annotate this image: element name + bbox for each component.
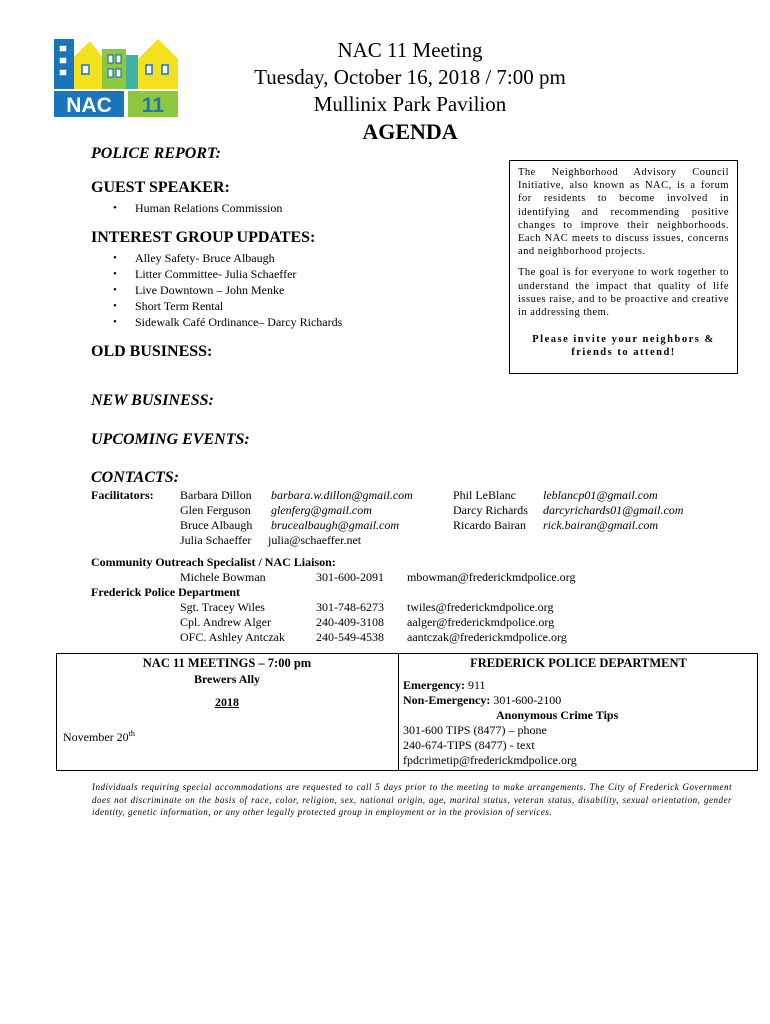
facilitator-name: Darcy Richards: [453, 503, 528, 517]
officer-phone: 240-409-3108: [316, 615, 384, 629]
officer-email[interactable]: aantczak@frederickmdpolice.org: [407, 630, 567, 644]
non-emergency-line: Non-Emergency: 301-600-2100: [403, 693, 562, 707]
outreach-name: Michele Bowman: [180, 570, 266, 584]
officer-phone: 240-549-4538: [316, 630, 384, 644]
facilitators-label: Facilitators:: [91, 488, 154, 502]
outreach-label: Community Outreach Specialist / NAC Liaison:: [91, 555, 336, 569]
info-paragraph: The goal is for everyone to work together to understand the impact that quality of life issues raise, and to be proactive and creative in addressing them.: [518, 267, 729, 319]
guest-speaker-list: [91, 200, 282, 216]
list-item: • Alley Safety- Bruce Albaugh: [91, 250, 342, 266]
crime-tips-heading: Anonymous Crime Tips: [496, 708, 619, 722]
tip-email[interactable]: fpdcrimetip@frederickmdpolice.org: [403, 753, 577, 767]
disclaimer-text: Individuals requiring special accommodations are requested to call 5 days prior to the meeting to make arrangements. The City of Frederick Government does not discriminate on the basis of race, color, religion, sex, national origin, age, marital status, veteran status, disability, sexual orientation, gender identity, genetic information, or any other legally protected group in employment or in the provision of services.: [92, 782, 732, 817]
officer-phone: 301-748-6273: [316, 600, 384, 614]
officer-email[interactable]: aalger@frederickmdpolice.org: [407, 615, 555, 629]
facilitator-email[interactable]: rick.bairan@gmail.com: [543, 518, 659, 532]
facilitator-name: Ricardo Bairan: [453, 518, 526, 532]
meetings-year: 2018: [215, 695, 239, 709]
emergency-line: Emergency: 911: [403, 678, 486, 692]
meeting-title: NAC 11 Meeting: [337, 38, 483, 62]
list-item: • Litter Committee- Julia Schaeffer: [91, 266, 342, 282]
officer-email[interactable]: twiles@frederickmdpolice.org: [407, 600, 554, 614]
meeting-date-suffix: th: [128, 729, 135, 738]
interest-group-list: [91, 250, 342, 330]
facilitator-email[interactable]: darcyrichards01@gmail.com: [543, 503, 684, 517]
meeting-location: Mullinix Park Pavilion: [313, 92, 507, 116]
interest-group-heading: INTEREST GROUP UPDATES:: [91, 229, 316, 246]
officer-name: Sgt. Tracey Wiles: [180, 600, 265, 614]
facilitator-email[interactable]: glenferg@gmail.com: [271, 503, 372, 517]
upcoming-events-heading: UPCOMING EVENTS:: [91, 431, 250, 448]
old-business-heading: OLD BUSINESS:: [91, 343, 213, 360]
facilitator-email[interactable]: brucealbaugh@gmail.com: [271, 518, 400, 532]
facilitator-email[interactable]: barbara.w.dillon@gmail.com: [271, 488, 413, 502]
officer-name: Cpl. Andrew Alger: [180, 615, 271, 629]
guest-speaker-heading: GUEST SPEAKER:: [91, 179, 230, 196]
nac-11-logo: [52, 35, 182, 119]
facilitator-email[interactable]: julia@schaeffer.net: [268, 533, 362, 547]
agenda-heading: AGENDA: [362, 119, 458, 144]
invite-text: Please invite your neighbors & friends to attend!: [532, 334, 715, 359]
facilitator-email[interactable]: leblancp01@gmail.com: [543, 488, 658, 502]
list-item: • Sidewalk Café Ordinance– Darcy Richards: [91, 314, 342, 330]
police-dept-label: Frederick Police Department: [91, 585, 241, 599]
meeting-date-text: November 20: [63, 730, 129, 744]
meeting-date: Tuesday, October 16, 2018 / 7:00 pm: [254, 65, 566, 89]
meeting-date-entry: [63, 726, 135, 745]
facilitator-name: Phil LeBlanc: [453, 488, 516, 502]
list-item: • Short Term Rental: [91, 298, 342, 314]
outreach-phone: 301-600-2091: [316, 570, 384, 584]
police-report-heading: POLICE REPORT:: [91, 145, 221, 162]
facilitator-name: Julia Schaeffer: [180, 533, 252, 547]
tip-text: 240-674-TIPS (8477) - text: [403, 738, 535, 752]
meetings-title: NAC 11 MEETINGS – 7:00 pm: [142, 656, 312, 670]
fpd-title: FREDERICK POLICE DEPARTMENT: [470, 656, 687, 670]
nac-info-box: [509, 160, 738, 374]
svg-text:NAC: NAC: [66, 94, 112, 117]
list-item: • Live Downtown – John Menke: [91, 282, 342, 298]
list-item: • Human Relations Commission: [91, 200, 282, 216]
meetings-location: Brewers Ally: [193, 672, 261, 686]
officer-name: OFC. Ashley Antczak: [180, 630, 285, 644]
facilitator-name: Glen Ferguson: [180, 503, 251, 517]
info-paragraph: The Neighborhood Advisory Council Initiative, also known as NAC, is a forum for residents to become involved in identifying and recommending positive changes to improve their neighborhoods. Each NAC meets to discuss issues, concerns and neighborhood projects.: [518, 167, 729, 258]
contacts-heading: CONTACTS:: [91, 469, 180, 486]
facilitator-name: Bruce Albaugh: [180, 518, 253, 532]
new-business-heading: NEW BUSINESS:: [91, 392, 214, 409]
svg-text:11: 11: [141, 94, 165, 117]
facilitator-name: Barbara Dillon: [180, 488, 252, 502]
outreach-email[interactable]: mbowman@frederickmdpolice.org: [407, 570, 576, 584]
tip-phone: 301-600 TIPS (8477) – phone: [403, 723, 547, 737]
